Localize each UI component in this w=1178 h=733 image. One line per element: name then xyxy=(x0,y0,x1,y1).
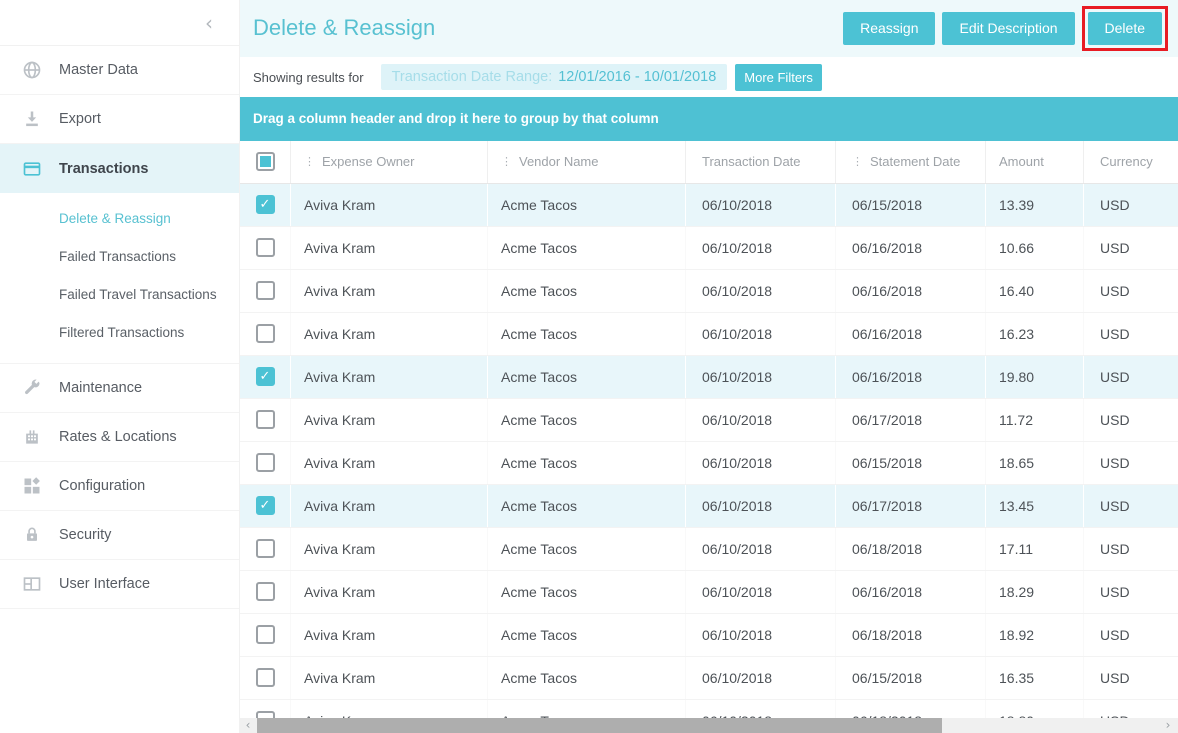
table-row[interactable] xyxy=(240,528,1178,571)
row-checkbox[interactable] xyxy=(240,227,290,269)
cell-expense-owner: Aviva Kram xyxy=(290,528,487,570)
cell-statement-date: 06/16/2018 xyxy=(835,571,985,613)
table-header xyxy=(240,141,1178,184)
group-by-hint: Drag a column header and drop it here to group by that column xyxy=(253,111,659,127)
cell-expense-owner: Aviva Kram xyxy=(290,571,487,613)
cell-transaction-date: 06/10/2018 xyxy=(685,184,835,226)
cell-statement-date: 06/16/2018 xyxy=(835,270,985,312)
cell-expense-owner: Aviva Kram xyxy=(290,227,487,269)
cell-currency: USD xyxy=(1083,313,1178,355)
column-menu-icon[interactable]: ⋮ xyxy=(852,155,863,169)
column-header-statement-date[interactable] xyxy=(835,141,985,183)
cell-amount: 18.92 xyxy=(985,614,1083,656)
cell-expense-owner: Aviva Kram xyxy=(290,442,487,484)
cell-amount: 19.80 xyxy=(985,356,1083,398)
sidebar-item-label: Export xyxy=(59,111,101,127)
cell-transaction-date: 06/10/2018 xyxy=(685,270,835,312)
sidebar-header xyxy=(0,0,239,46)
table-row[interactable] xyxy=(240,571,1178,614)
cell-expense-owner: Aviva Kram xyxy=(290,399,487,441)
row-checkbox[interactable]: ✓ xyxy=(240,356,290,398)
cell-vendor-name: Acme Tacos xyxy=(487,227,685,269)
date-range-filter-chip[interactable] xyxy=(381,64,728,90)
page-header xyxy=(240,0,1178,57)
column-header-expense-owner[interactable] xyxy=(290,141,487,183)
delete-button[interactable]: Delete xyxy=(1088,12,1162,45)
sidebar-item-master-data[interactable] xyxy=(0,46,239,95)
sidebar-subitem-delete-reassign[interactable]: Delete & Reassign xyxy=(59,210,171,226)
page-title: Delete & Reassign xyxy=(253,15,436,41)
table-row[interactable] xyxy=(240,356,1178,399)
cell-statement-date: 06/15/2018 xyxy=(835,442,985,484)
sidebar-item-label: Rates & Locations xyxy=(59,429,177,445)
cell-transaction-date: 06/10/2018 xyxy=(685,657,835,699)
cell-amount: 13.39 xyxy=(985,184,1083,226)
sidebar-item-configuration[interactable] xyxy=(0,462,239,511)
cell-transaction-date: 06/10/2018 xyxy=(685,528,835,570)
sidebar-item-label: Maintenance xyxy=(59,380,143,396)
cell-expense-owner: Aviva Kram xyxy=(290,485,487,527)
cell-currency: USD xyxy=(1083,528,1178,570)
cell-vendor-name: Acme Tacos xyxy=(487,485,685,527)
sidebar-subitem-failed-travel-transactions[interactable]: Failed Travel Transactions xyxy=(59,286,217,302)
row-checkbox[interactable]: ✓ xyxy=(240,184,290,226)
horizontal-scrollbar[interactable] xyxy=(240,718,1178,733)
sidebar xyxy=(0,0,240,733)
cell-expense-owner: Aviva Kram xyxy=(290,614,487,656)
row-checkbox[interactable] xyxy=(240,313,290,355)
row-checkbox[interactable] xyxy=(240,528,290,570)
sidebar-item-label: Master Data xyxy=(59,62,138,78)
cell-transaction-date: 06/10/2018 xyxy=(685,399,835,441)
sidebar-item-user-interface[interactable] xyxy=(0,560,239,609)
sidebar-item-security[interactable] xyxy=(0,511,239,560)
table-row[interactable] xyxy=(240,442,1178,485)
scrollbar-thumb[interactable] xyxy=(257,718,942,733)
column-header-label: Expense Owner xyxy=(322,154,415,170)
cell-statement-date: 06/18/2018 xyxy=(835,528,985,570)
cell-statement-date: 06/16/2018 xyxy=(835,356,985,398)
cell-expense-owner: Aviva Kram xyxy=(290,270,487,312)
cell-currency: USD xyxy=(1083,657,1178,699)
column-header-label: Amount xyxy=(999,154,1044,170)
cell-statement-date: 06/18/2018 xyxy=(835,614,985,656)
cell-transaction-date: 06/10/2018 xyxy=(685,313,835,355)
cell-vendor-name: Acme Tacos xyxy=(487,442,685,484)
main-content xyxy=(240,0,1178,733)
cell-transaction-date: 06/10/2018 xyxy=(685,485,835,527)
window-icon xyxy=(22,574,42,594)
cell-statement-date: 06/17/2018 xyxy=(835,399,985,441)
cell-amount: 10.66 xyxy=(985,227,1083,269)
sidebar-subitem-failed-transactions[interactable]: Failed Transactions xyxy=(59,248,177,264)
cell-vendor-name: Acme Tacos xyxy=(487,657,685,699)
download-icon xyxy=(22,109,42,129)
cell-currency: USD xyxy=(1083,485,1178,527)
cell-expense-owner: Aviva Kram xyxy=(290,356,487,398)
table-row[interactable] xyxy=(240,184,1178,227)
sidebar-item-rates-locations[interactable] xyxy=(0,413,239,462)
column-header-amount[interactable] xyxy=(985,141,1083,183)
delete-button-highlight-annotation xyxy=(1082,6,1168,51)
cell-currency: USD xyxy=(1083,270,1178,312)
cell-expense-owner: Aviva Kram xyxy=(290,184,487,226)
cell-vendor-name: Acme Tacos xyxy=(487,571,685,613)
edit-description-button[interactable]: Edit Description xyxy=(942,12,1074,45)
column-header-vendor-name[interactable] xyxy=(487,141,685,183)
filter-chip-value: 12/01/2016 - 10/01/2018 xyxy=(558,69,717,86)
group-by-drop-zone[interactable] xyxy=(240,97,1178,140)
transactions-submenu xyxy=(0,193,239,364)
cell-vendor-name: Acme Tacos xyxy=(487,270,685,312)
cell-transaction-date: 06/10/2018 xyxy=(685,614,835,656)
cell-currency: USD xyxy=(1083,442,1178,484)
cell-statement-date: 06/15/2018 xyxy=(835,657,985,699)
row-checkbox[interactable] xyxy=(240,571,290,613)
sidebar-item-maintenance[interactable] xyxy=(0,364,239,413)
table-row[interactable] xyxy=(240,270,1178,313)
column-menu-icon[interactable]: ⋮ xyxy=(304,155,315,169)
cell-amount: 18.29 xyxy=(985,571,1083,613)
scroll-left-icon[interactable]: ‹ xyxy=(245,718,251,732)
sidebar-item-label: User Interface xyxy=(59,576,151,592)
row-checkbox[interactable] xyxy=(240,657,290,699)
row-checkbox[interactable] xyxy=(240,399,290,441)
cell-statement-date: 06/15/2018 xyxy=(835,184,985,226)
cell-currency: USD xyxy=(1083,227,1178,269)
sidebar-collapse-icon[interactable]: ‹ xyxy=(205,10,213,35)
cell-vendor-name: Acme Tacos xyxy=(487,313,685,355)
sidebar-item-transactions[interactable] xyxy=(0,144,239,193)
sidebar-subitem-filtered-transactions[interactable]: Filtered Transactions xyxy=(59,324,185,340)
cell-amount: 13.45 xyxy=(985,485,1083,527)
filter-chip-label: Transaction Date Range: xyxy=(391,69,553,86)
filter-bar xyxy=(240,57,1178,97)
column-menu-icon[interactable]: ⋮ xyxy=(501,155,512,169)
table-row[interactable] xyxy=(240,485,1178,528)
more-filters-button[interactable]: More Filters xyxy=(735,64,822,91)
credit-card-icon xyxy=(22,159,42,179)
sidebar-item-label: Configuration xyxy=(59,478,146,494)
building-icon xyxy=(22,427,42,447)
table-row[interactable] xyxy=(240,657,1178,700)
reassign-button[interactable]: Reassign xyxy=(843,12,935,45)
globe-icon xyxy=(22,60,42,80)
showing-results-label: Showing results for xyxy=(253,69,364,85)
table-row[interactable] xyxy=(240,399,1178,442)
column-header-transaction-date[interactable] xyxy=(685,141,835,183)
cell-transaction-date: 06/10/2018 xyxy=(685,356,835,398)
cell-amount: 16.35 xyxy=(985,657,1083,699)
cell-statement-date: 06/16/2018 xyxy=(835,227,985,269)
cell-amount: 16.23 xyxy=(985,313,1083,355)
table-row[interactable] xyxy=(240,227,1178,270)
cell-transaction-date: 06/10/2018 xyxy=(685,227,835,269)
widgets-icon xyxy=(22,476,42,496)
cell-amount: 11.72 xyxy=(985,399,1083,441)
cell-currency: USD xyxy=(1083,184,1178,226)
lock-icon xyxy=(22,525,42,545)
row-checkbox[interactable]: ✓ xyxy=(240,485,290,527)
cell-amount: 16.40 xyxy=(985,270,1083,312)
sidebar-item-export[interactable] xyxy=(0,95,239,144)
column-header-label: Vendor Name xyxy=(519,154,599,170)
row-checkbox[interactable] xyxy=(240,442,290,484)
cell-vendor-name: Acme Tacos xyxy=(487,356,685,398)
select-all-checkbox[interactable] xyxy=(240,141,290,183)
cell-currency: USD xyxy=(1083,399,1178,441)
cell-transaction-date: 06/10/2018 xyxy=(685,571,835,613)
table-body xyxy=(240,184,1178,733)
cell-statement-date: 06/17/2018 xyxy=(835,485,985,527)
column-header-currency[interactable] xyxy=(1083,141,1178,183)
cell-amount: 17.11 xyxy=(985,528,1083,570)
cell-expense-owner: Aviva Kram xyxy=(290,657,487,699)
sidebar-item-label: Transactions xyxy=(59,160,149,177)
cell-expense-owner: Aviva Kram xyxy=(290,313,487,355)
cell-vendor-name: Acme Tacos xyxy=(487,184,685,226)
row-checkbox[interactable] xyxy=(240,270,290,312)
row-checkbox[interactable] xyxy=(240,614,290,656)
cell-currency: USD xyxy=(1083,571,1178,613)
cell-currency: USD xyxy=(1083,614,1178,656)
cell-amount: 18.65 xyxy=(985,442,1083,484)
column-header-label: Transaction Date xyxy=(702,154,801,170)
table-row[interactable] xyxy=(240,313,1178,356)
column-header-label: Currency xyxy=(1100,154,1153,170)
cell-vendor-name: Acme Tacos xyxy=(487,614,685,656)
cell-statement-date: 06/16/2018 xyxy=(835,313,985,355)
wrench-icon xyxy=(22,378,42,398)
scroll-right-icon[interactable]: › xyxy=(1165,718,1171,732)
cell-vendor-name: Acme Tacos xyxy=(487,528,685,570)
cell-currency: USD xyxy=(1083,356,1178,398)
cell-vendor-name: Acme Tacos xyxy=(487,399,685,441)
table-row[interactable] xyxy=(240,614,1178,657)
cell-transaction-date: 06/10/2018 xyxy=(685,442,835,484)
column-header-label: Statement Date xyxy=(870,154,961,170)
sidebar-item-label: Security xyxy=(59,527,112,543)
